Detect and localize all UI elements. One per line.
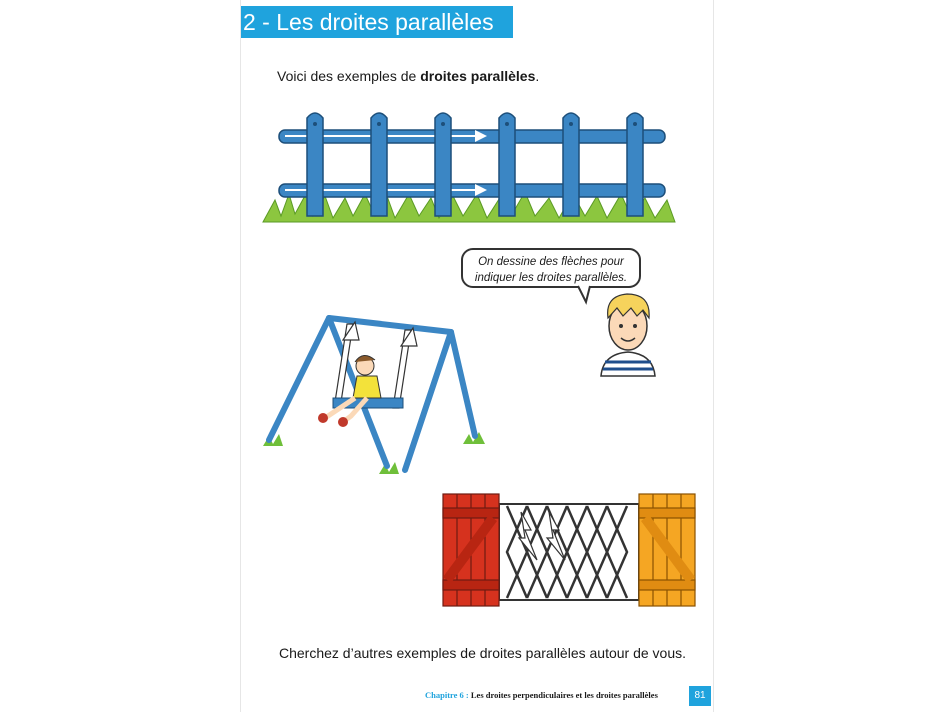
intro-prefix: Voici des exemples de: [277, 68, 421, 84]
swing-illustration: [263, 310, 493, 480]
speech-line-2: indiquer les droites parallèles.: [474, 272, 628, 284]
fence-illustration: [263, 104, 683, 228]
intro-text: [277, 68, 539, 84]
window-shutters-illustration: [441, 490, 703, 610]
speech-bubble: [461, 248, 641, 288]
boy-illustration: [597, 288, 659, 376]
section-title-band: [241, 6, 513, 38]
outro-text: Cherchez d’autres exemples de droites parallèles autour de vous.: [279, 645, 687, 661]
section-title: 2 - Les droites parallèles: [243, 9, 494, 35]
footer-chapter-title: Les droites perpendiculaires et les droites parallèles: [468, 690, 658, 700]
textbook-page: [240, 0, 714, 712]
footer-chapter-label: Chapitre 6 :: [425, 690, 469, 700]
speech-bubble-tail: [576, 286, 596, 306]
intro-bold: droites parallèles: [420, 68, 536, 84]
footer-chapter: [425, 690, 658, 700]
intro-suffix: .: [535, 68, 540, 84]
speech-line-1: On dessine des flèches pour: [478, 256, 624, 268]
page-number: 81: [689, 686, 711, 706]
